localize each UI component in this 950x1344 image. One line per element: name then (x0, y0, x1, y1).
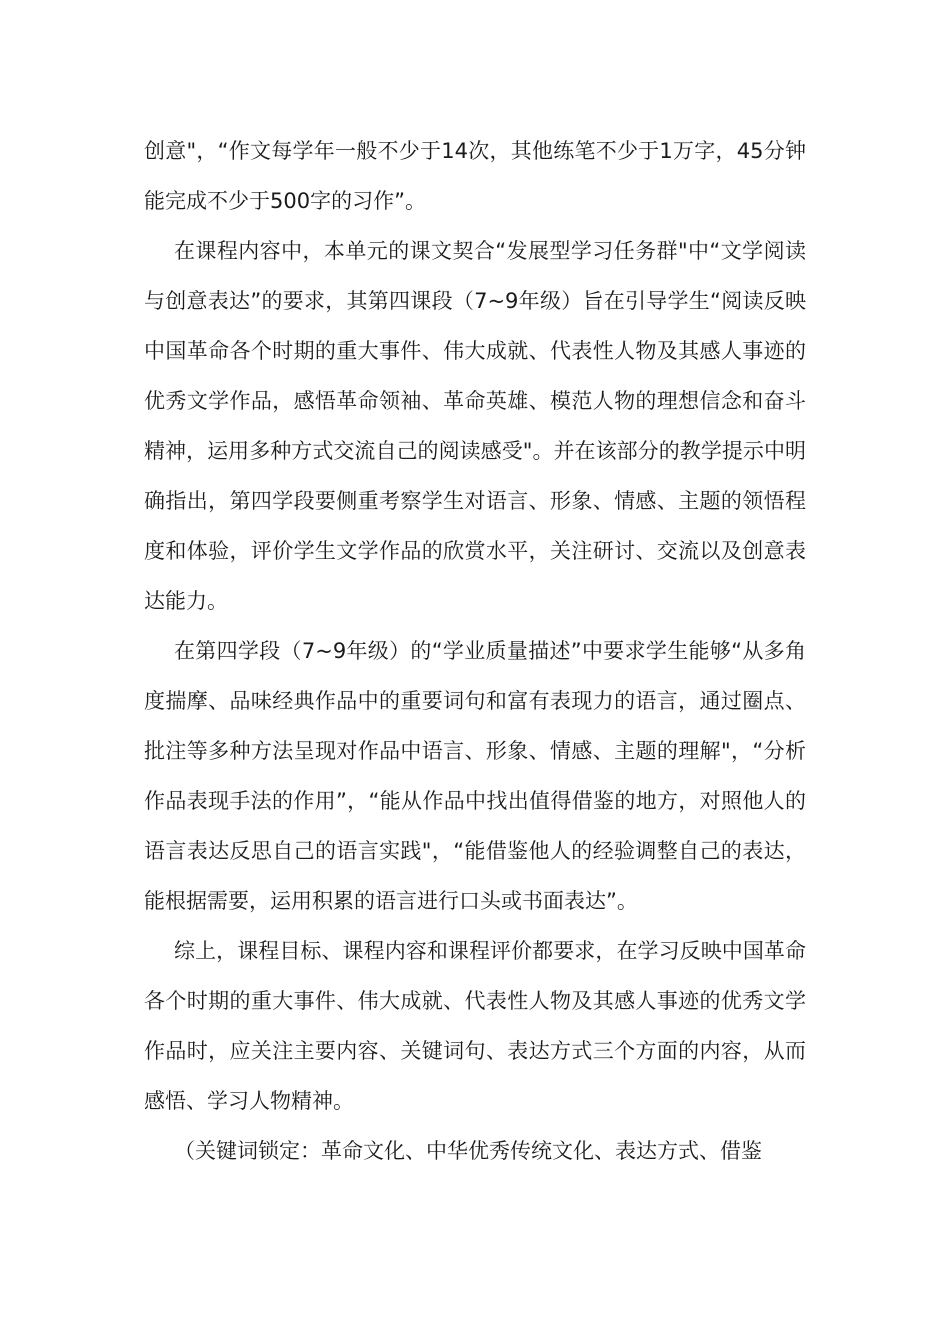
document-body (144, 126, 806, 1176)
paragraph-keywords: （关键词锁定：革命文化、中华优秀传统文化、表达方式、借鉴 (174, 1139, 762, 1163)
paragraph-summary: 综上，课程目标、课程内容和课程评价都要求，在学习反映中国革命各个时期的重大事件、伟大成就、代表性人物及其感人事迹的优秀文学作品时，应关注主要内容、关键词句、表达方式三个方面的内容，从而感悟、学习人物精神。 (144, 939, 806, 1113)
paragraph-course-content: 在课程内容中，本单元的课文契合“发展型学习任务群"中“文学阅读与创意表达”的要求，其第四课段（7~9年级）旨在引导学生“阅读反映中国革命各个时期的重大事件、伟大成就、代表性人物及其感人事迹的优秀文学作品，感悟革命领袖、革命英雄、模范人物的理想信念和奋斗精神，运用多种方式交流自己的阅读感受"。并在该部分的教学提示中明确指出，第四学段要侧重考察学生对语言、形象、情感、主题的领悟程度和体验，评价学生文学作品的欣赏水平，关注研讨、交流以及创意表达能力。 (144, 239, 806, 613)
paragraph-continuation: 创意"，“作文每学年一般不少于14次，其他练笔不少于1万字，45分钟能完成不少于500字的习作”。 (144, 139, 806, 213)
paragraph-quality-description: 在第四学段（7~9年级）的“学业质量描述”中要求学生能够“从多角度揣摩、品味经典作品中的重要词句和富有表现力的语言，通过圈点、批注等多种方法呈现对作品中语言、形象、情感、主题的理解"，“分析作品表现手法的作用”，“能从作品中找出值得借鉴的地方，对照他人的语言表达反思自己的语言实践"，“能借鉴他人的经验调整自己的表达，能根据需要，运用积累的语言进行口头或书面表达”。 (144, 639, 806, 913)
